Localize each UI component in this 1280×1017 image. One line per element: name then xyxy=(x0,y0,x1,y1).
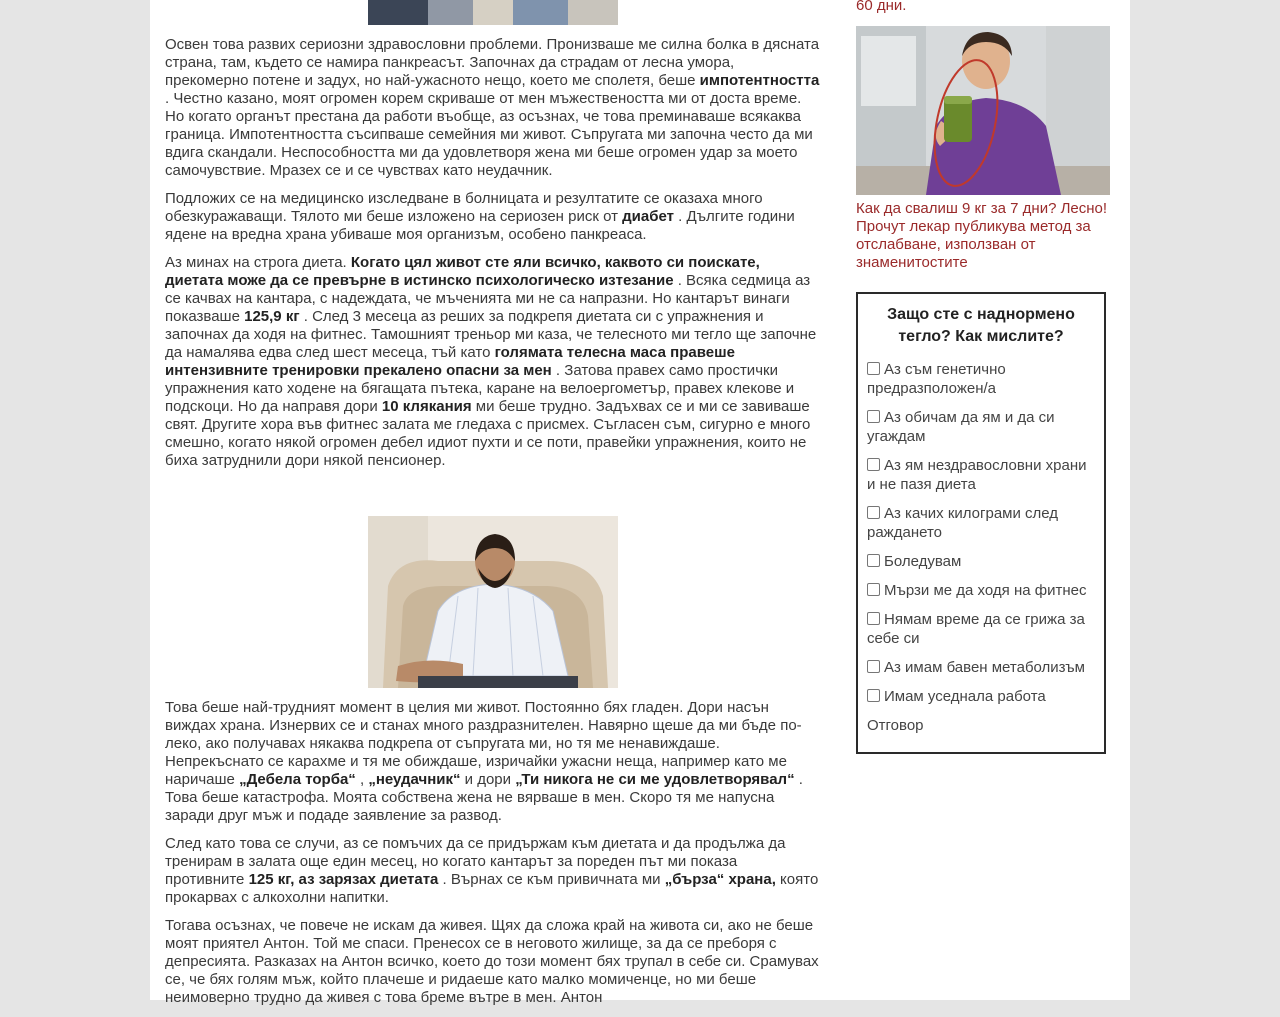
poll-option[interactable] xyxy=(867,687,1096,706)
article-photo-top-image xyxy=(368,0,618,25)
poll-option[interactable] xyxy=(867,552,1096,571)
paragraph-text: която прокарвах с алкохолни напитки. xyxy=(165,871,819,906)
poll-option-label: Нямам време да се грижа за себе си xyxy=(867,611,1085,647)
paragraph-text: ми беше трудно. Задъхвах се и ми се завиваше свят. Другите хора във фитнес залата ме гледаха с присмех. Съгласен съм, сигурно е много смешно, когато някой огромен дебел идиот пухти и се поти, правейки упражнения, които не биха затруднили дори някой пенсионер. xyxy=(165,398,811,469)
poll-option-checkbox[interactable] xyxy=(867,583,880,596)
poll-option-label: Аз съм генетично предразположен/а xyxy=(867,361,1006,397)
bold-text: „Дебела торба“ xyxy=(239,771,356,788)
bold-text: „Ти никога не си ме удовлетворявал“ xyxy=(515,771,795,788)
poll-option-checkbox[interactable] xyxy=(867,554,880,567)
article-paragraph xyxy=(165,917,820,1007)
article-text-top xyxy=(165,36,820,480)
paragraph-text: . Това беше катастрофа. Моята собствена жена не вярваше в мен. Скоро тя ме напусна заради друг мъж и подаде заявление за развод. xyxy=(165,771,803,824)
article-paragraph xyxy=(165,699,820,825)
bold-text: 125 кг, аз зарязах диетата xyxy=(248,871,439,888)
poll-option-checkbox[interactable] xyxy=(867,362,880,375)
poll xyxy=(856,292,1106,754)
bold-text: „бърза“ храна, xyxy=(664,871,776,888)
paragraph-text: . Честно казано, моят огромен корем скриваше от мен мъжествеността ми от доста време. Но когато органът престана да работи въобще, аз осъзнах, че това преминаваше всякаква граница. Импотентността съсипваше семейния ми живот. Съпругата ми започна често да ми вдига скандали. Неспособността ми да удовлетворя жена ми беше огромен удар за моето самочувствие. Мразех се и се чувствах като неудачник. xyxy=(165,90,813,179)
poll-option-checkbox[interactable] xyxy=(867,458,880,471)
poll-option-checkbox[interactable] xyxy=(867,506,880,519)
poll-option-checkbox[interactable] xyxy=(867,660,880,673)
paragraph-text: Тогава осъзнах, че повече не искам да живея. Щях да сложа край на живота си, ако не беше моят приятел Антон. Той ме спаси. Пренесох се в неговото жилище, за да се преборя с депресията. Разказах на Антон всичко, което до този момент бях трупал в себе си. Срамувах се, че бях голям мъж, който плачеше и ридаеше като малко момиченце, но ми беше неимоверно трудно да живея с това бреме вътре в мен. Антон xyxy=(165,917,819,1006)
doctor-with-green-smoothie-image xyxy=(856,26,1110,195)
article-photo-top xyxy=(368,0,618,25)
poll-option[interactable] xyxy=(867,658,1096,677)
poll-option-label: Аз ям нездравословни храни и не пазя диета xyxy=(867,457,1087,493)
poll-option[interactable] xyxy=(867,360,1096,398)
article-paragraph xyxy=(165,254,820,470)
poll-option-label: Мързи ме да ходя на фитнес xyxy=(884,582,1087,599)
bold-text: Когато цял живот сте яли всичко, каквото си поискате, диетата може да се превърне в истинско психологическо изтезание xyxy=(165,254,760,289)
paragraph-text: . Дългите години ядене на вредна храна убиваше моя организъм, особено панкреаса. xyxy=(165,208,795,243)
paragraph-text: Аз минах на строга диета. xyxy=(165,254,351,271)
sidebar-promo-link[interactable]: Как да свалиш 9 кг за 7 дни? Лесно! Прочут лекар публикува метод за отслабване, използван от знаменитостите xyxy=(856,200,1108,271)
sidebar-top-text[interactable]: 60 дни. xyxy=(856,0,907,14)
paragraph-text: . Всяка седмица аз се качвах на кантара, с надеждата, че мъченията ми не са напразни. Но кантарът винаги показваше xyxy=(165,272,811,325)
paragraph-text: След като това се случи, аз се помъчих да се придържам към диетата и да продължа да тренирам в залата още един месец, но когато кантарът за пореден път ми показа противните xyxy=(165,835,786,888)
poll-option-label: Боледувам xyxy=(884,553,962,570)
poll-title: Защо сте с наднормено тегло? Как мислите? xyxy=(887,306,1075,345)
poll-submit-button[interactable]: Отговор xyxy=(867,717,924,734)
paragraph-text: Това беше най-трудният момент в целия ми живот. Постоянно бях гладен. Дори насън виждах храна. Изнервих се и станах много раздразнителен. Навярно щеше да ми бъде по-леко, ако получавах някаква подкрепа от съпругата ми, но тя ме ненавиждаше. Непрекъснато се карахме и тя ме обиждаше, изричайки ужасни неща, например като ме наричаше xyxy=(165,699,802,788)
page xyxy=(150,0,1130,1006)
poll-option-label: Имам уседнала работа xyxy=(884,688,1046,705)
paragraph-text: Освен това развих сериозни здравословни проблеми. Пронизваше ме силна болка в дясната страна, там, където се намира панкреасът. Започнах да страдам от лесна умора, прекомерно потене и задух, но най-ужасното нещо, което ме сполетя, беше xyxy=(165,36,820,89)
bold-text: импотентността xyxy=(699,72,820,89)
poll-option-checkbox[interactable] xyxy=(867,689,880,702)
paragraph-text: . Затова правех само простички упражнения като ходене на бягащата пътека, каране на велоергометър, правех клекове и подскоци. Но да направя дори xyxy=(165,362,795,415)
paragraph-text: Подложих се на медицинско изследване в болницата и резултатите се оказаха много обезкуражаващи. Тялото ми беше изложено на сериозен риск от xyxy=(165,190,763,225)
poll-option-label: Аз качих килограми след раждането xyxy=(867,505,1059,541)
poll-option[interactable] xyxy=(867,504,1096,542)
sidebar-promo-photo[interactable] xyxy=(856,26,1110,195)
poll-option[interactable] xyxy=(867,456,1096,494)
article-paragraph xyxy=(165,36,820,180)
poll-option-checkbox[interactable] xyxy=(867,410,880,423)
bold-text: 10 клякания xyxy=(381,398,472,415)
poll-options xyxy=(858,360,1104,706)
poll-option-checkbox[interactable] xyxy=(867,612,880,625)
paragraph-text: . Върнах се към привичната ми xyxy=(438,871,665,888)
bold-text: „неудачник“ xyxy=(368,771,461,788)
paragraph-text: , xyxy=(355,771,369,788)
poll-option-label: Аз имам бавен метаболизъм xyxy=(884,659,1085,676)
bold-text: 125,9 кг xyxy=(244,308,300,325)
paragraph-text: . След 3 месеца аз реших за подкрепя диетата си с упражнения и започнах да ходя на фитнес. Тамошният треньор ми каза, че телесното ми тегло ще започне да намалява едва след шест месеца, тъй като xyxy=(165,308,817,361)
poll-option[interactable] xyxy=(867,610,1096,648)
article-photo-man-in-armchair xyxy=(368,516,618,688)
poll-option[interactable] xyxy=(867,581,1096,600)
paragraph-text: и дори xyxy=(460,771,516,788)
article-paragraph xyxy=(165,190,820,244)
bold-text: диабет xyxy=(622,208,674,225)
poll-option-label: Аз обичам да ям и да си угаждам xyxy=(867,409,1055,445)
bold-text: голямата телесна маса правеше интензивните тренировки прекалено опасни за мен xyxy=(165,344,735,379)
article-text-bottom xyxy=(165,699,820,1017)
poll-option[interactable] xyxy=(867,408,1096,446)
man-in-armchair-image xyxy=(368,516,618,688)
article-paragraph xyxy=(165,835,820,907)
